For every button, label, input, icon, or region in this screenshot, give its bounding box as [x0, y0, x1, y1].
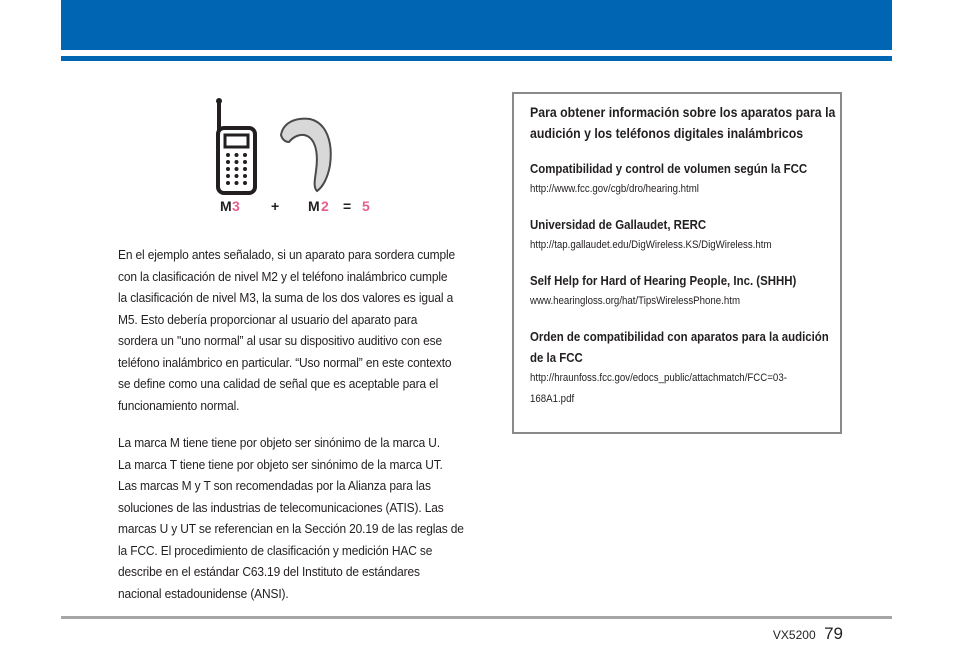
text-line: describe en el estándar C63.19 del Instituto de estándares — [118, 564, 420, 579]
model-name: VX5200 — [772, 628, 816, 642]
resource-url[interactable] — [530, 291, 829, 312]
resource-entry-gallaudet — [530, 214, 829, 256]
sum-number: 5 — [362, 198, 370, 214]
equals-sign: = — [343, 198, 352, 214]
resources-box — [512, 92, 842, 434]
resource-url[interactable] — [530, 368, 829, 410]
resource-url-line[interactable]: http://www.fcc.gov/cgb/dro/hearing.html — [530, 183, 699, 195]
resource-title — [530, 214, 829, 235]
resource-url-line[interactable]: www.hearingloss.org/hat/TipsWirelessPhone.htm — [530, 295, 741, 307]
resource-title — [530, 158, 829, 179]
page-number: 79 — [824, 624, 843, 643]
text-line: funcionamiento normal. — [118, 397, 240, 413]
title-line: audición y los teléfonos digitales inalámbricos — [530, 125, 804, 141]
text-line: la clasificación de nivel M3, la suma de los dos valores es igual a — [118, 290, 454, 305]
resource-title — [530, 270, 829, 291]
text-line: teléfono inalámbrico en particular. “Uso normal” en este contexto — [118, 354, 452, 370]
resource-url-line[interactable]: http://tap.gallaudet.edu/DigWireless.KS/DigWireless.htm — [530, 239, 772, 251]
text-line: Las marcas M y T son recomendadas por la Alianza para las — [118, 478, 431, 493]
header-band — [61, 0, 892, 50]
mobile-phone-icon — [216, 98, 255, 193]
paragraph-marks — [118, 432, 479, 604]
hearing-aid-icon — [281, 119, 331, 191]
resource-url-line[interactable]: http://hraunfoss.fcc.gov/edocs_public/attachmatch/FCC=03- — [530, 372, 787, 384]
resources-box-title — [530, 102, 836, 144]
phone-hearing-aid-illustration — [205, 95, 385, 200]
m2-number: 2 — [321, 198, 329, 214]
resource-entry-fcc — [530, 158, 829, 200]
header-rule — [61, 56, 892, 61]
resource-entry-shhh — [530, 270, 829, 312]
hac-rating-figure — [205, 95, 385, 220]
resource-url-line[interactable]: 168A1.pdf — [530, 393, 575, 405]
resource-title-line: Orden de compatibilidad con aparatos para la audición — [530, 329, 829, 344]
text-line: se define como una calidad de señal que es aceptable para el — [118, 376, 439, 391]
resource-title — [530, 326, 829, 368]
text-line: La marca T tiene tiene por objeto ser sinónimo de la marca UT. — [118, 456, 443, 472]
text-line: nacional estadounidense (ANSI). — [118, 585, 289, 601]
m3-letter: M — [220, 198, 232, 214]
text-line: En el ejemplo antes señalado, si un aparato para sordera cumple — [118, 247, 456, 262]
page-footer — [773, 624, 843, 644]
m3-number: 3 — [232, 198, 240, 214]
rating-equation — [205, 198, 385, 216]
text-line: M5. Esto debería proporcionar al usuario del aparato para — [118, 311, 418, 327]
resource-title-line: Self Help for Hard of Hearing People, Inc. (SHHH) — [530, 273, 797, 288]
title-line: Para obtener información sobre los aparatos para la — [530, 104, 836, 120]
resource-title-line: de la FCC — [530, 350, 583, 365]
plus-sign: + — [271, 198, 280, 214]
text-line: soluciones de las industrias de telecomunicaciones (ATIS). Las — [118, 499, 444, 515]
text-line: marcas U y UT se referencian en la Sección 20.19 de las reglas de — [118, 521, 464, 536]
text-line: con la clasificación de nivel M2 y el teléfono inalámbrico cumple — [118, 268, 448, 284]
resource-url[interactable] — [530, 179, 829, 200]
resource-entry-fcc-order — [530, 326, 829, 410]
footer-rule — [61, 616, 892, 619]
text-line: la FCC. El procedimiento de clasificación y medición HAC se — [118, 542, 433, 558]
m2-letter: M — [308, 198, 320, 214]
text-line: La marca M tiene tiene por objeto ser sinónimo de la marca U. — [118, 435, 440, 450]
text-line: sordera un "uno normal” al usar su dispositivo auditivo con ese — [118, 333, 442, 348]
resource-url[interactable] — [530, 235, 829, 256]
resource-title-line: Compatibilidad y control de volumen según la FCC — [530, 161, 808, 176]
paragraph-rating-example — [118, 244, 471, 416]
resource-title-line: Universidad de Gallaudet, RERC — [530, 217, 707, 232]
